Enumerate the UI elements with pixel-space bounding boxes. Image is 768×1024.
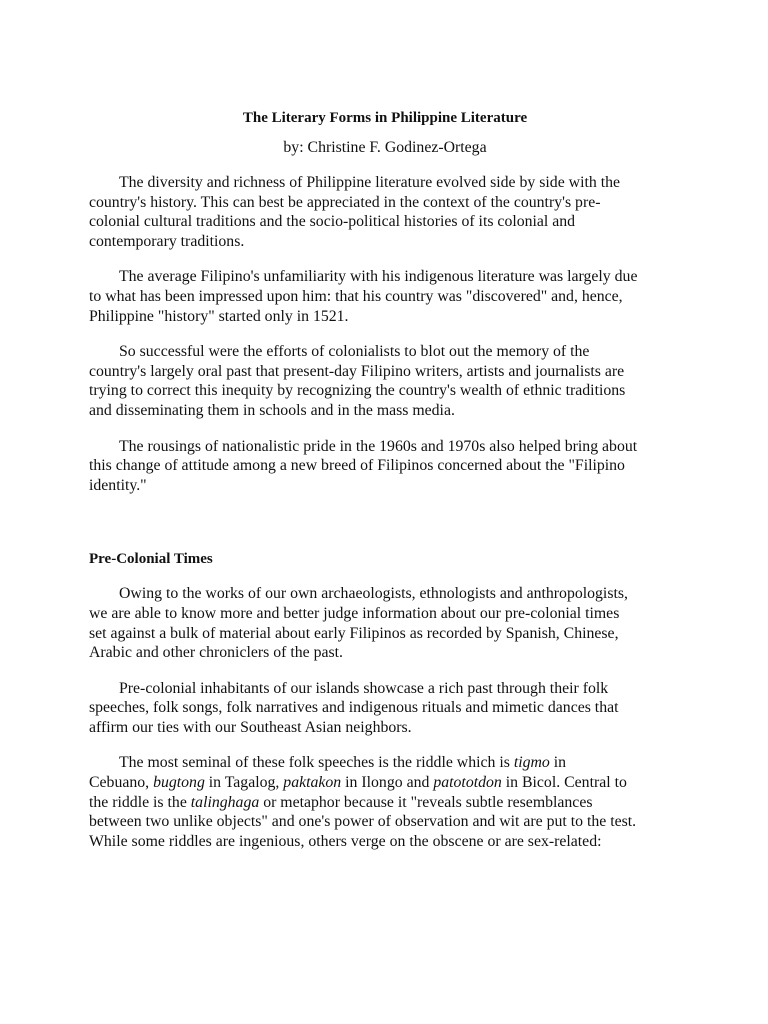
paragraph-line: So successful were the efforts of colonialists to blot out the memory of the xyxy=(119,343,590,361)
paragraph-colonialists xyxy=(89,342,681,420)
paragraph-riddle xyxy=(89,753,681,851)
paragraph-line: The rousings of nationalistic pride in the 1960s and 1970s also helped bring about xyxy=(119,437,638,455)
paragraph-line: country's history. This can best be appreciated in the context of the country's pre- xyxy=(89,193,601,211)
paragraph-unfamiliarity xyxy=(89,267,681,326)
text-run: The most seminal of these folk speeches is the riddle which is xyxy=(119,754,514,772)
paragraph-line: Owing to the works of our own archaeologists, ethnologists and anthropologists, xyxy=(119,585,628,603)
paragraph-line: affirm our ties with our Southeast Asian neighbors. xyxy=(89,718,412,736)
paragraph-line xyxy=(89,773,681,793)
document-title: The Literary Forms in Philippine Literature xyxy=(242,110,528,126)
paragraph-line: between two unlike objects" and one's power of observation and wit are put to the test. xyxy=(89,813,637,831)
text-run: in Bicol. Central to xyxy=(501,774,627,792)
text-run: Cebuano, xyxy=(89,774,154,792)
text-run: in Tagalog, xyxy=(204,774,284,792)
paragraph-line: Arabic and other chroniclers of the past. xyxy=(89,644,343,662)
paragraph-line: While some riddles are ingenious, others verge on the obscene or are sex-related: xyxy=(89,832,602,850)
paragraph-line: The diversity and richness of Philippine literature evolved side by side with the xyxy=(119,174,620,191)
paragraph-line: Philippine "history" started only in 1521. xyxy=(89,307,349,325)
text-run: or metaphor because it "reveals subtle resemblances xyxy=(259,793,593,811)
text-run: in Ilongo and xyxy=(341,774,434,792)
paragraph-line: identity." xyxy=(89,476,147,494)
paragraph-line: and disseminating them in schools and in the mass media. xyxy=(89,401,455,419)
paragraph-nationalistic-pride xyxy=(89,437,681,496)
italic-term: paktakon xyxy=(283,774,342,792)
paragraph-line: speeches, folk songs, folk narratives and indigenous rituals and mimetic dances that xyxy=(89,699,619,717)
paragraph-line: colonial cultural traditions and the socio-political histories of its colonial and xyxy=(89,213,576,231)
paragraph-line xyxy=(89,793,681,813)
paragraph-line: trying to correct this inequity by recognizing the country's wealth of ethnic traditions xyxy=(89,382,626,400)
paragraph-line: set against a bulk of material about early Filipinos as recorded by Spanish, Chinese, xyxy=(89,624,619,642)
italic-term: tigmo xyxy=(513,754,550,772)
text-run: the riddle is the xyxy=(89,793,191,811)
section-heading-pre-colonial: Pre-Colonial Times xyxy=(89,551,213,568)
italic-term: bugtong xyxy=(153,774,205,792)
paragraph-line xyxy=(89,753,681,773)
paragraph-line: contemporary traditions. xyxy=(89,232,245,250)
italic-term: patototdon xyxy=(433,774,502,792)
paragraph-line: we are able to know more and better judge information about our pre-colonial times xyxy=(89,604,620,622)
document-page xyxy=(89,100,681,851)
paragraph-diversity xyxy=(89,173,681,251)
document-author: by: Christine F. Godinez-Ortega xyxy=(283,139,487,156)
paragraph-line: Pre-colonial inhabitants of our islands showcase a rich past through their folk xyxy=(119,679,609,697)
paragraph-line: to what has been impressed upon him: that his country was "discovered" and, hence, xyxy=(89,287,623,305)
text-run: in xyxy=(549,754,567,772)
paragraph-line: this change of attitude among a new breed of Filipinos concerned about the "Filipino xyxy=(89,457,625,475)
italic-term: talinghaga xyxy=(190,793,260,811)
paragraph-line: The average Filipino's unfamiliarity with his indigenous literature was largely due xyxy=(119,268,638,286)
paragraph-inhabitants xyxy=(89,679,681,738)
paragraph-archaeologists xyxy=(89,584,681,662)
paragraph-line: country's largely oral past that present-day Filipino writers, artists and journalists are xyxy=(89,362,625,380)
